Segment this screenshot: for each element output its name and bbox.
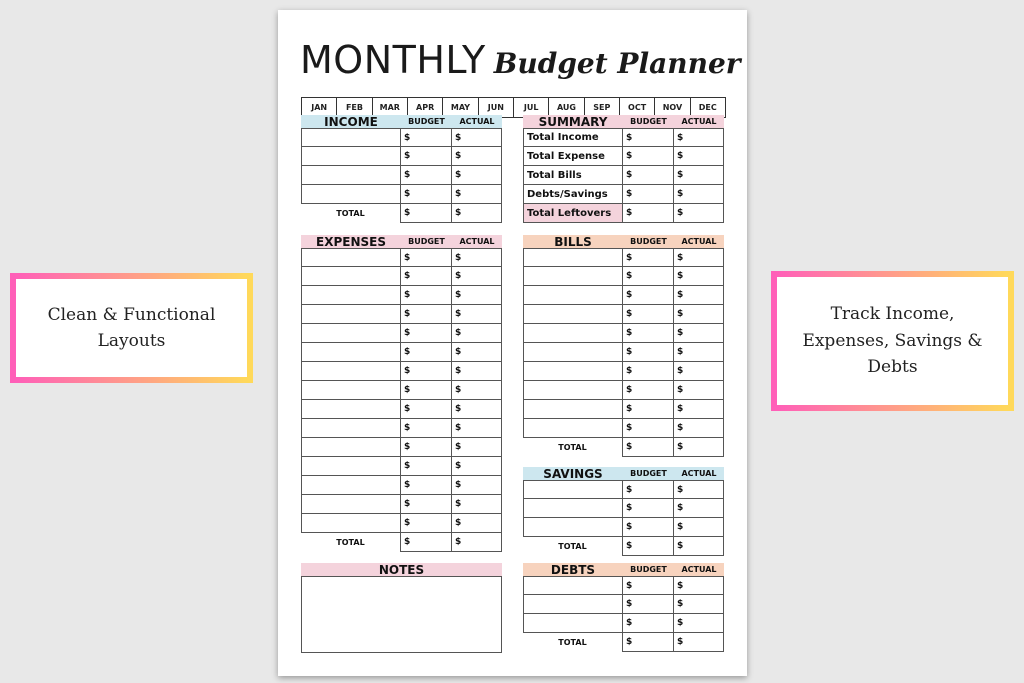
- savings-budget-field[interactable]: $: [623, 499, 674, 518]
- bills-total-row: [523, 438, 724, 457]
- income-budget-header: BUDGET: [401, 115, 452, 128]
- bills-actual-field[interactable]: $: [674, 267, 724, 286]
- expenses-actual-field[interactable]: $: [452, 457, 502, 476]
- summary-row-label: Total Bills: [523, 166, 623, 185]
- table-row: [301, 248, 502, 267]
- bills-budget-field[interactable]: $: [623, 362, 674, 381]
- savings-table: [523, 480, 724, 556]
- savings-title: SAVINGS: [523, 467, 623, 480]
- expenses-budget-field[interactable]: $: [401, 286, 452, 305]
- savings-budget-field[interactable]: $: [623, 480, 674, 499]
- savings-header: [523, 467, 724, 480]
- savings-budget-header: BUDGET: [623, 467, 674, 480]
- income-total-row: [301, 204, 502, 223]
- month-jan[interactable]: JAN: [302, 98, 337, 117]
- debts-budget-header: BUDGET: [623, 563, 674, 576]
- summary-actual-field[interactable]: $: [674, 204, 724, 223]
- savings-actual-field[interactable]: $: [674, 480, 724, 499]
- table-row: [301, 324, 502, 343]
- table-row: [523, 499, 724, 518]
- bills-actual-field[interactable]: $: [674, 343, 724, 362]
- table-row: [523, 381, 724, 400]
- expenses-item-field[interactable]: [301, 381, 401, 400]
- income-budget-field[interactable]: $: [401, 147, 452, 166]
- bills-item-field[interactable]: [523, 362, 623, 381]
- table-row: [301, 514, 502, 533]
- bills-budget-field[interactable]: $: [623, 267, 674, 286]
- expenses-actual-header: ACTUAL: [452, 235, 502, 248]
- notes-section: [301, 563, 502, 653]
- bills-item-field[interactable]: [523, 324, 623, 343]
- expenses-header: [301, 235, 502, 248]
- bills-budget-field[interactable]: $: [623, 248, 674, 267]
- expenses-budget-field[interactable]: $: [401, 400, 452, 419]
- income-item-field[interactable]: [301, 128, 401, 147]
- table-row: [301, 166, 502, 185]
- expenses-actual-field[interactable]: $: [452, 362, 502, 381]
- summary-actual-field[interactable]: $: [674, 147, 724, 166]
- expenses-item-field[interactable]: [301, 400, 401, 419]
- expenses-budget-field[interactable]: $: [401, 514, 452, 533]
- summary-header: [523, 115, 724, 128]
- table-row: [301, 286, 502, 305]
- table-row: [301, 267, 502, 286]
- expenses-budget-field[interactable]: $: [401, 419, 452, 438]
- bills-actual-field[interactable]: $: [674, 400, 724, 419]
- notes-field[interactable]: [301, 576, 502, 653]
- savings-section: [523, 467, 724, 556]
- bills-budget-field[interactable]: $: [623, 324, 674, 343]
- table-row: [301, 457, 502, 476]
- income-section: [301, 115, 502, 223]
- callout-line: Clean & Functional: [47, 304, 216, 325]
- debts-total-row: [523, 633, 724, 652]
- month-aug[interactable]: AUG: [549, 98, 584, 117]
- bills-budget-field[interactable]: $: [623, 419, 674, 438]
- savings-item-field[interactable]: [523, 480, 623, 499]
- expenses-budget-field[interactable]: $: [401, 267, 452, 286]
- debts-budget-field[interactable]: $: [623, 614, 674, 633]
- summary-actual-field[interactable]: $: [674, 185, 724, 204]
- expenses-item-field[interactable]: [301, 495, 401, 514]
- summary-title: SUMMARY: [523, 115, 623, 128]
- expenses-item-field[interactable]: [301, 305, 401, 324]
- savings-item-field[interactable]: [523, 499, 623, 518]
- table-row: [523, 267, 724, 286]
- month-jul[interactable]: JUL: [514, 98, 549, 117]
- expenses-actual-field[interactable]: $: [452, 495, 502, 514]
- notes-title: NOTES: [301, 563, 502, 576]
- expenses-actual-field[interactable]: $: [452, 343, 502, 362]
- bills-actual-field[interactable]: $: [674, 324, 724, 343]
- bills-actual-field[interactable]: $: [674, 286, 724, 305]
- expenses-actual-field[interactable]: $: [452, 267, 502, 286]
- expenses-actual-field[interactable]: $: [452, 476, 502, 495]
- debts-title: DEBTS: [523, 563, 623, 576]
- bills-item-field[interactable]: [523, 267, 623, 286]
- bills-item-field[interactable]: [523, 400, 623, 419]
- summary-table: [523, 128, 724, 223]
- bills-budget-field[interactable]: $: [623, 381, 674, 400]
- table-row: [301, 476, 502, 495]
- bills-actual-field[interactable]: $: [674, 419, 724, 438]
- bills-actual-field[interactable]: $: [674, 248, 724, 267]
- income-item-field[interactable]: [301, 185, 401, 204]
- debts-total-label: TOTAL: [523, 633, 623, 652]
- savings-item-field[interactable]: [523, 518, 623, 537]
- expenses-actual-field[interactable]: $: [452, 438, 502, 457]
- table-row: [523, 185, 724, 204]
- month-may[interactable]: MAY: [443, 98, 478, 117]
- expenses-actual-field[interactable]: $: [452, 305, 502, 324]
- savings-budget-field[interactable]: $: [623, 518, 674, 537]
- bills-item-field[interactable]: [523, 381, 623, 400]
- summary-section: [523, 115, 724, 223]
- table-row: [523, 614, 724, 633]
- bills-item-field[interactable]: [523, 305, 623, 324]
- summary-row-label: Total Expense: [523, 147, 623, 166]
- table-row: [523, 343, 724, 362]
- summary-row-label: Debts/Savings: [523, 185, 623, 204]
- expenses-actual-field[interactable]: $: [452, 514, 502, 533]
- month-feb[interactable]: FEB: [337, 98, 372, 117]
- income-total-budget[interactable]: $: [401, 204, 452, 223]
- debts-actual-field[interactable]: $: [674, 576, 724, 595]
- expenses-budget-field[interactable]: $: [401, 457, 452, 476]
- summary-row-label: Total Leftovers: [523, 204, 623, 223]
- table-row: [301, 147, 502, 166]
- bills-actual-field[interactable]: $: [674, 381, 724, 400]
- month-oct[interactable]: OCT: [620, 98, 655, 117]
- table-row: [523, 400, 724, 419]
- income-total-label: TOTAL: [301, 204, 401, 223]
- table-row: [523, 286, 724, 305]
- table-row: [523, 518, 724, 537]
- expenses-budget-field[interactable]: $: [401, 438, 452, 457]
- callout-line: Debts: [867, 357, 918, 378]
- expenses-item-field[interactable]: [301, 438, 401, 457]
- savings-total-budget[interactable]: $: [623, 537, 674, 556]
- summary-budget-field[interactable]: $: [623, 204, 674, 223]
- debts-item-field[interactable]: [523, 595, 623, 614]
- expenses-budget-field[interactable]: $: [401, 476, 452, 495]
- income-header: [301, 115, 502, 128]
- savings-actual-field[interactable]: $: [674, 518, 724, 537]
- expenses-total-actual[interactable]: $: [452, 533, 502, 552]
- bills-item-field[interactable]: [523, 248, 623, 267]
- summary-row-label: Total Income: [523, 128, 623, 147]
- bills-budget-field[interactable]: $: [623, 286, 674, 305]
- summary-budget-header: BUDGET: [623, 115, 674, 128]
- table-row: [523, 324, 724, 343]
- bills-budget-field[interactable]: $: [623, 400, 674, 419]
- callout-line: Expenses, Savings &: [802, 330, 983, 351]
- callout-line: Layouts: [97, 331, 166, 351]
- savings-actual-header: ACTUAL: [674, 467, 724, 480]
- month-apr[interactable]: APR: [408, 98, 443, 117]
- planner-sheet: [278, 10, 747, 676]
- summary-actual-field[interactable]: $: [674, 166, 724, 185]
- expenses-item-field[interactable]: [301, 286, 401, 305]
- debts-total-actual[interactable]: $: [674, 633, 724, 652]
- expenses-title: EXPENSES: [301, 235, 401, 248]
- table-row: [523, 166, 724, 185]
- expenses-item-field[interactable]: [301, 476, 401, 495]
- table-row: [523, 204, 724, 223]
- expenses-item-field[interactable]: [301, 324, 401, 343]
- planner-title: [300, 38, 741, 86]
- income-actual-field[interactable]: $: [452, 185, 502, 204]
- expenses-budget-field[interactable]: $: [401, 248, 452, 267]
- table-row: [523, 419, 724, 438]
- title-monthly: MONTHLY: [300, 38, 486, 82]
- summary-budget-field[interactable]: $: [623, 128, 674, 147]
- bills-item-field[interactable]: [523, 419, 623, 438]
- table-row: [523, 480, 724, 499]
- expenses-budget-field[interactable]: $: [401, 381, 452, 400]
- expenses-budget-field[interactable]: $: [401, 343, 452, 362]
- summary-budget-field[interactable]: $: [623, 185, 674, 204]
- debts-section: [523, 563, 724, 652]
- expenses-item-field[interactable]: [301, 362, 401, 381]
- bills-title: BILLS: [523, 235, 623, 248]
- expenses-actual-field[interactable]: $: [452, 381, 502, 400]
- bills-actual-field[interactable]: $: [674, 362, 724, 381]
- table-row: [301, 495, 502, 514]
- income-budget-field[interactable]: $: [401, 128, 452, 147]
- table-row: [523, 576, 724, 595]
- income-item-field[interactable]: [301, 166, 401, 185]
- month-nov[interactable]: NOV: [655, 98, 690, 117]
- expenses-item-field[interactable]: [301, 343, 401, 362]
- expenses-budget-field[interactable]: $: [401, 324, 452, 343]
- savings-total-row: [523, 537, 724, 556]
- bills-budget-field[interactable]: $: [623, 343, 674, 362]
- table-row: [301, 419, 502, 438]
- income-table: [301, 128, 502, 223]
- title-budget-planner: Budget Planner: [493, 47, 741, 80]
- income-actual-field[interactable]: $: [452, 147, 502, 166]
- expenses-budget-header: BUDGET: [401, 235, 452, 248]
- bills-item-field[interactable]: [523, 286, 623, 305]
- debts-actual-header: ACTUAL: [674, 563, 724, 576]
- bills-header: [523, 235, 724, 248]
- bills-item-field[interactable]: [523, 343, 623, 362]
- income-item-field[interactable]: [301, 147, 401, 166]
- table-row: [301, 438, 502, 457]
- debts-item-field[interactable]: [523, 614, 623, 633]
- debts-item-field[interactable]: [523, 576, 623, 595]
- debts-budget-field[interactable]: $: [623, 576, 674, 595]
- debts-budget-field[interactable]: $: [623, 595, 674, 614]
- expenses-budget-field[interactable]: $: [401, 495, 452, 514]
- bills-table: [523, 248, 724, 457]
- expenses-item-field[interactable]: [301, 457, 401, 476]
- expenses-actual-field[interactable]: $: [452, 400, 502, 419]
- debts-total-budget[interactable]: $: [623, 633, 674, 652]
- table-row: [301, 400, 502, 419]
- expenses-table: [301, 248, 502, 552]
- bills-actual-header: ACTUAL: [674, 235, 724, 248]
- bills-total-label: TOTAL: [523, 438, 623, 457]
- expenses-item-field[interactable]: [301, 514, 401, 533]
- expenses-item-field[interactable]: [301, 267, 401, 286]
- income-actual-field[interactable]: $: [452, 128, 502, 147]
- table-row: [301, 305, 502, 324]
- month-jun[interactable]: JUN: [479, 98, 514, 117]
- table-row: [301, 362, 502, 381]
- income-actual-header: ACTUAL: [452, 115, 502, 128]
- expenses-budget-field[interactable]: $: [401, 305, 452, 324]
- expenses-actual-field[interactable]: $: [452, 419, 502, 438]
- month-dec[interactable]: DEC: [698, 103, 717, 112]
- income-title: INCOME: [301, 115, 401, 128]
- savings-total-label: TOTAL: [523, 537, 623, 556]
- callout-track-income: [771, 271, 1014, 411]
- callout-line: Track Income,: [830, 304, 955, 325]
- bills-budget-field[interactable]: $: [623, 305, 674, 324]
- expenses-total-budget[interactable]: $: [401, 533, 452, 552]
- expenses-section: [301, 235, 502, 552]
- table-row: [523, 362, 724, 381]
- bills-section: [523, 235, 724, 457]
- expenses-item-field[interactable]: [301, 248, 401, 267]
- summary-budget-field[interactable]: $: [623, 166, 674, 185]
- expenses-actual-field[interactable]: $: [452, 324, 502, 343]
- bills-total-actual[interactable]: $: [674, 438, 724, 457]
- income-total-actual[interactable]: $: [452, 204, 502, 223]
- table-row: [523, 305, 724, 324]
- expenses-total-row: [301, 533, 502, 552]
- expenses-actual-field[interactable]: $: [452, 248, 502, 267]
- debts-header: [523, 563, 724, 576]
- expenses-item-field[interactable]: [301, 419, 401, 438]
- bills-budget-header: BUDGET: [623, 235, 674, 248]
- table-row: [523, 128, 724, 147]
- bills-total-budget[interactable]: $: [623, 438, 674, 457]
- month-mar[interactable]: MAR: [373, 98, 408, 117]
- income-budget-field[interactable]: $: [401, 166, 452, 185]
- expenses-total-label: TOTAL: [301, 533, 401, 552]
- bills-actual-field[interactable]: $: [674, 305, 724, 324]
- savings-total-actual[interactable]: $: [674, 537, 724, 556]
- summary-actual-header: ACTUAL: [674, 115, 724, 128]
- table-row: [301, 128, 502, 147]
- table-row: [523, 147, 724, 166]
- table-row: [301, 381, 502, 400]
- month-sep[interactable]: SEP: [585, 98, 620, 117]
- savings-actual-field[interactable]: $: [674, 499, 724, 518]
- income-actual-field[interactable]: $: [452, 166, 502, 185]
- expenses-budget-field[interactable]: $: [401, 362, 452, 381]
- callout-clean-layouts: [10, 273, 253, 383]
- debts-actual-field[interactable]: $: [674, 614, 724, 633]
- table-row: [301, 185, 502, 204]
- income-budget-field[interactable]: $: [401, 185, 452, 204]
- table-row: [301, 343, 502, 362]
- debts-table: [523, 576, 724, 652]
- table-row: [523, 595, 724, 614]
- expenses-actual-field[interactable]: $: [452, 286, 502, 305]
- summary-budget-field[interactable]: $: [623, 147, 674, 166]
- table-row: [523, 248, 724, 267]
- summary-actual-field[interactable]: $: [674, 128, 724, 147]
- debts-actual-field[interactable]: $: [674, 595, 724, 614]
